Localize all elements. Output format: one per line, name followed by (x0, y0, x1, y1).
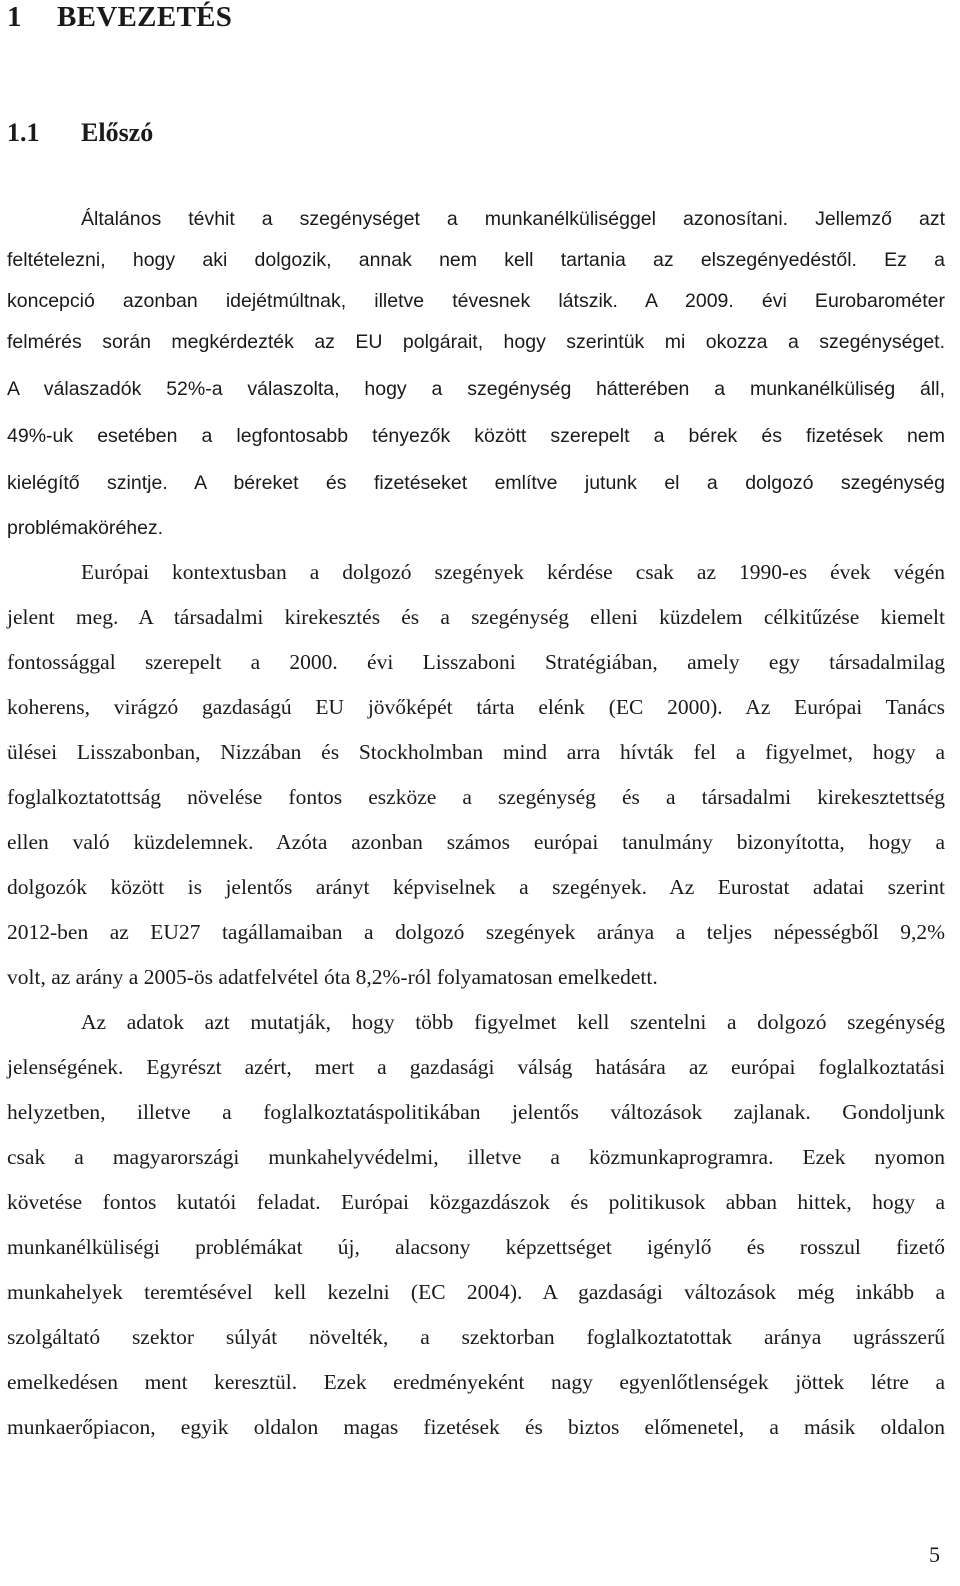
text-line: kielégítő szintje. A béreket és fizetéseket említve jutunk el a dolgozó szegénység (7, 472, 945, 494)
chapter-heading (7, 1, 232, 34)
text-line: Az adatok azt mutatják, hogy több figyelmet kell szentelni a dolgozó szegénység (81, 1010, 945, 1034)
text-line: Európai kontextusban a dolgozó szegények kérdése csak az 1990-es évek végén (81, 560, 945, 584)
text-line: jelenségének. Egyrészt azért, mert a gazdasági válság hatására az európai foglalkoztatási (7, 1055, 945, 1079)
text-line: feltételezni, hogy aki dolgozik, annak nem kell tartania az elszegényedéstől. Ez a (7, 249, 945, 271)
text-line: munkanélküliségi problémákat új, alacsony képzettséget igénylő és rosszul fizető (7, 1235, 945, 1259)
text-line: követése fontos kutatói feladat. Európai közgazdászok és politikusok abban hittek, hogy a (7, 1190, 945, 1214)
text-line: munkaerőpiacon, egyik oldalon magas fizetések és biztos előmenetel, a másik oldalon (7, 1415, 945, 1439)
text-line: problémaköréhez. (7, 517, 164, 539)
page-number: 5 (929, 1542, 940, 1567)
text-line: koncepció azonban idejétmúltnak, illetve tévesnek látszik. A 2009. évi Eurobarométer (7, 290, 945, 312)
text-line: munkahelyek teremtésével kell kezelni (EC 2004). A gazdasági változások még inkább a (7, 1280, 945, 1304)
chapter-number: 1 (7, 1, 22, 33)
text-line: Általános tévhit a szegénységet a munkanélküliséggel azonosítani. Jellemző azt (81, 208, 945, 230)
section-heading (7, 118, 153, 148)
section-title: Előszó (81, 118, 154, 147)
text-line: 2012-ben az EU27 tagállamaiban a dolgozó szegények aránya a teljes népességből 9,2% (7, 920, 945, 944)
text-line: dolgozók között is jelentős arányt képviselnek a szegények. Az Eurostat adatai szerint (7, 875, 945, 899)
text-line: ülései Lisszabonban, Nizzában és Stockholmban mind arra hívták fel a figyelmet, hogy a (7, 740, 945, 764)
text-line: emelkedésen ment keresztül. Ezek eredményeként nagy egyenlőtlenségek jöttek létre a (7, 1370, 945, 1394)
text-line: csak a magyarországi munkahelyvédelmi, illetve a közmunkaprogramra. Ezek nyomon (7, 1145, 945, 1169)
text-line: 49%-uk esetében a legfontosabb tényezők között szerepelt a bérek és fizetések nem (7, 425, 945, 447)
text-line: ellen való küzdelemnek. Azóta azonban számos európai tanulmány bizonyította, hogy a (7, 830, 945, 854)
text-line: volt, az arány a 2005-ös adatfelvétel óta 8,2%-ról folyamatosan emelkedett. (7, 965, 658, 989)
text-line: koherens, virágzó gazdaságú EU jövőképét tárta elénk (EC 2000). Az Európai Tanács (7, 695, 945, 719)
text-line: felmérés során megkérdezték az EU polgárait, hogy szerintük mi okozza a szegénységet. (7, 331, 945, 353)
text-line: helyzetben, illetve a foglalkoztatáspolitikában jelentős változások zajlanak. Gondoljunk (7, 1100, 945, 1124)
text-line: szolgáltató szektor súlyát növelték, a szektorban foglalkoztatottak aránya ugrásszerű (7, 1325, 945, 1349)
chapter-title: BEVEZETÉS (57, 1, 233, 33)
section-number: 1.1 (7, 118, 40, 147)
text-line: A válaszadók 52%-a válaszolta, hogy a szegénység hátterében a munkanélküliség áll, (7, 378, 945, 400)
text-line: foglalkoztatottság növelése fontos eszköze a szegénység és a társadalmi kirekesztettség (7, 785, 945, 809)
text-line: jelent meg. A társadalmi kirekesztés és a szegénység elleni küzdelem célkitűzése kiemelt (7, 605, 945, 629)
text-line: fontossággal szerepelt a 2000. évi Lisszaboni Stratégiában, amely egy társadalmilag (7, 650, 945, 674)
